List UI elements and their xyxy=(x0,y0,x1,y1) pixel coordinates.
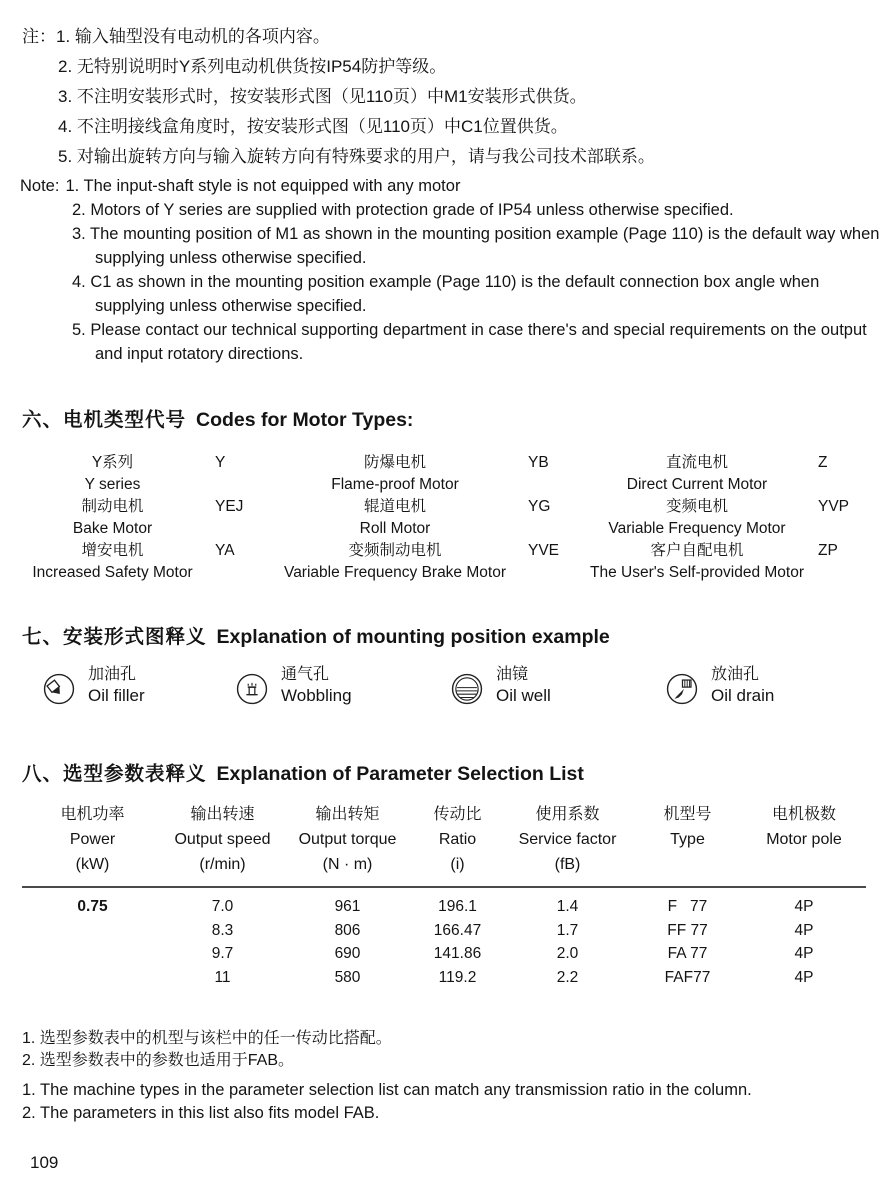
motor-type-code: YEJ xyxy=(215,498,244,515)
table-header-rule xyxy=(22,886,866,888)
notes-english xyxy=(20,174,880,366)
motor-type-en: Variable Frequency Motor xyxy=(608,520,786,537)
notes-chinese xyxy=(22,22,655,172)
motor-type-en: The User's Self-provided Motor xyxy=(589,564,804,581)
column-header-service-factor: 使用系数 Service factor (fB) xyxy=(518,806,617,873)
motor-type-name xyxy=(20,540,205,584)
cell-torque: 961 xyxy=(334,898,361,915)
cell-pole: 4P xyxy=(794,898,814,915)
cell-ratio: 119.2 xyxy=(438,968,477,986)
note-en-prefix: Note: xyxy=(20,177,60,195)
legend-labels xyxy=(281,664,352,706)
legend-item-oil-filler xyxy=(42,664,235,706)
footnotes xyxy=(22,1028,752,1125)
cell-speed: 8.3 xyxy=(211,921,234,939)
parameter-selection-table xyxy=(20,802,868,989)
note-cn-3: 3. 不注明安装形式时，按安装形式图（见110页）中M1安装形式供货。 xyxy=(58,87,587,106)
motor-type-cn: 制动电机 xyxy=(81,498,144,515)
section8-heading xyxy=(22,758,584,786)
legend-labels xyxy=(711,664,774,706)
cell-pole: 4P xyxy=(794,968,814,986)
section7-heading-en: Explanation of mounting position example xyxy=(216,626,610,648)
note-en-2: 2. Motors of Y series are supplied with protection grade of IP54 unless otherwise specified. xyxy=(72,201,734,219)
motor-type-name xyxy=(582,452,812,496)
motor-type-name xyxy=(270,452,520,496)
mounting-legend xyxy=(42,664,880,706)
oil-sight-glass-icon xyxy=(450,672,484,706)
cell-service-factor: 1.4 xyxy=(556,898,579,915)
parameter-table-header xyxy=(20,802,868,877)
motor-type-name xyxy=(20,452,205,496)
motor-type-code: ZP xyxy=(818,542,838,559)
section7-heading xyxy=(22,621,610,649)
column-header-ratio: 传动比 Ratio (i) xyxy=(433,806,482,873)
cell-power xyxy=(20,919,165,943)
oil-drain-icon xyxy=(665,672,699,706)
column-header-output-torque: 输出转矩 Output torque (N · m) xyxy=(298,806,397,873)
legend-labels xyxy=(496,664,551,706)
oil-filler-icon xyxy=(42,672,76,706)
motor-type-cn: 客户自配电机 xyxy=(650,542,744,559)
breather-vent-icon xyxy=(235,672,269,706)
cell-type: F 77 xyxy=(667,898,708,915)
motor-type-code: Z xyxy=(818,454,828,471)
column-header-type: 机型号 Type xyxy=(663,806,712,848)
motor-type-cn: 防爆电机 xyxy=(363,454,426,471)
cell-pole: 4P xyxy=(794,945,814,962)
legend-cn: 通气孔 xyxy=(281,666,330,683)
motor-type-name xyxy=(270,496,520,540)
legend-en: Oil well xyxy=(496,686,551,705)
legend-item-wobbling xyxy=(235,664,450,706)
cell-type: FAF77 xyxy=(664,968,711,986)
note-en-1 xyxy=(20,174,870,198)
cell-speed: 7.0 xyxy=(211,898,234,915)
legend-cn: 放油孔 xyxy=(711,666,760,683)
legend-item-oil-drain xyxy=(665,664,880,706)
note-en-5: 5. Please contact our technical supporting department in case there's and special requirements on the output and input rotatory directions. xyxy=(72,321,867,363)
cell-pole: 4P xyxy=(794,921,814,939)
motor-type-cn: 变频电机 xyxy=(665,498,728,515)
footnote-cn-1: 1. 选型参数表中的机型与该栏中的任一传动比搭配。 xyxy=(22,1030,392,1047)
cell-power xyxy=(20,966,165,990)
cell-torque: 690 xyxy=(334,945,361,962)
footnote-en-2: 2. The parameters in this list also fits model FAB. xyxy=(22,1104,380,1122)
legend-cn: 油镜 xyxy=(496,666,529,683)
section8-heading-cn: 八、选型参数表释义 xyxy=(22,763,207,785)
motor-type-en: Increased Safety Motor xyxy=(32,564,193,581)
motor-type-en: Roll Motor xyxy=(359,520,431,537)
column-header-motor-pole: 电机极数 Motor pole xyxy=(766,806,842,848)
section8-heading-en: Explanation of Parameter Selection List xyxy=(216,763,584,785)
note-cn-4: 4. 不注明接线盒角度时，按安装形式图（见110页）中C1位置供货。 xyxy=(58,117,568,136)
motor-type-code: YVE xyxy=(528,542,560,559)
column-header-output-speed: 输出转速 Output speed (r/min) xyxy=(174,806,271,873)
note-cn-prefix: 注： xyxy=(22,27,56,46)
cell-service-factor: 2.2 xyxy=(556,968,579,986)
cell-ratio: 196.1 xyxy=(438,898,477,915)
motor-type-name xyxy=(270,540,520,584)
legend-cn: 加油孔 xyxy=(88,666,137,683)
motor-type-cn: 增安电机 xyxy=(81,542,144,559)
page-number: 109 xyxy=(30,1153,59,1172)
footnote-en-1: 1. The machine types in the parameter selection list can match any transmission ratio in the column. xyxy=(22,1081,752,1099)
motor-type-cn: 变频制动电机 xyxy=(348,542,442,559)
column-header-power: 电机功率 Power (kW) xyxy=(60,806,125,873)
note-cn-5: 5. 对输出旋转方向与输入旋转方向有特殊要求的用户，请与我公司技术部联系。 xyxy=(58,147,655,166)
cell-service-factor: 2.0 xyxy=(556,945,579,962)
cell-type: FF 77 xyxy=(667,921,708,939)
legend-en: Oil drain xyxy=(711,686,775,705)
cell-power xyxy=(20,942,165,966)
motor-type-cn: 辊道电机 xyxy=(363,498,426,515)
note-en-3: 3. The mounting position of M1 as shown in the mounting position example (Page 110) is the default way when supplying unless otherwise specified. xyxy=(72,225,880,267)
cell-torque: 580 xyxy=(334,968,361,986)
motor-type-cn: Y系列 xyxy=(91,454,134,471)
cell-speed: 9.7 xyxy=(211,945,234,962)
cell-power: 0.75 xyxy=(77,898,108,915)
note-en-item: 1. The input-shaft style is not equipped with any motor xyxy=(65,177,461,195)
section6-heading xyxy=(22,404,413,432)
note-en-4: 4. C1 as shown in the mounting position example (Page 110) is the default connection box angle when supplying unless otherwise specified. xyxy=(72,273,820,315)
legend-labels xyxy=(88,664,145,706)
footnote-cn-2: 2. 选型参数表中的参数也适用于FAB。 xyxy=(22,1052,295,1069)
motor-type-code: YG xyxy=(528,498,551,515)
motor-type-code: Y xyxy=(215,454,226,471)
cell-ratio: 141.86 xyxy=(433,945,482,962)
motor-type-en: Variable Frequency Brake Motor xyxy=(284,564,506,581)
motor-type-code: YA xyxy=(215,542,235,559)
motor-type-en: Bake Motor xyxy=(72,520,153,537)
motor-codes-table xyxy=(20,452,868,584)
note-cn-item: 1. 输入轴型没有电动机的各项内容。 xyxy=(56,27,330,46)
legend-en: Wobbling xyxy=(281,686,352,705)
cell-service-factor: 1.7 xyxy=(556,921,579,939)
section7-heading-cn: 七、安装形式图释义 xyxy=(22,626,207,648)
motor-type-en: Flame-proof Motor xyxy=(331,476,459,493)
motor-type-en: Y series xyxy=(84,476,141,493)
cell-ratio: 166.47 xyxy=(433,921,482,939)
section6-heading-en: Codes for Motor Types: xyxy=(196,409,414,431)
parameter-table-body xyxy=(20,895,868,989)
legend-item-oil-well xyxy=(450,664,665,706)
cell-type: FA 77 xyxy=(667,945,708,962)
motor-type-name xyxy=(582,496,812,540)
motor-type-en: Direct Current Motor xyxy=(626,476,768,493)
motor-type-cn: 直流电机 xyxy=(665,454,728,471)
note-cn-2: 2. 无特别说明时Y系列电动机供货按IP54防护等级。 xyxy=(58,57,447,76)
motor-type-name xyxy=(582,540,812,584)
cell-speed: 11 xyxy=(214,968,231,986)
motor-type-name xyxy=(20,496,205,540)
motor-type-code: YVP xyxy=(818,498,850,515)
legend-en: Oil filler xyxy=(88,686,145,705)
cell-torque: 806 xyxy=(334,921,361,939)
motor-type-code: YB xyxy=(528,454,549,471)
section6-heading-cn: 六、电机类型代号 xyxy=(22,409,187,431)
note-cn-1 xyxy=(22,22,655,52)
